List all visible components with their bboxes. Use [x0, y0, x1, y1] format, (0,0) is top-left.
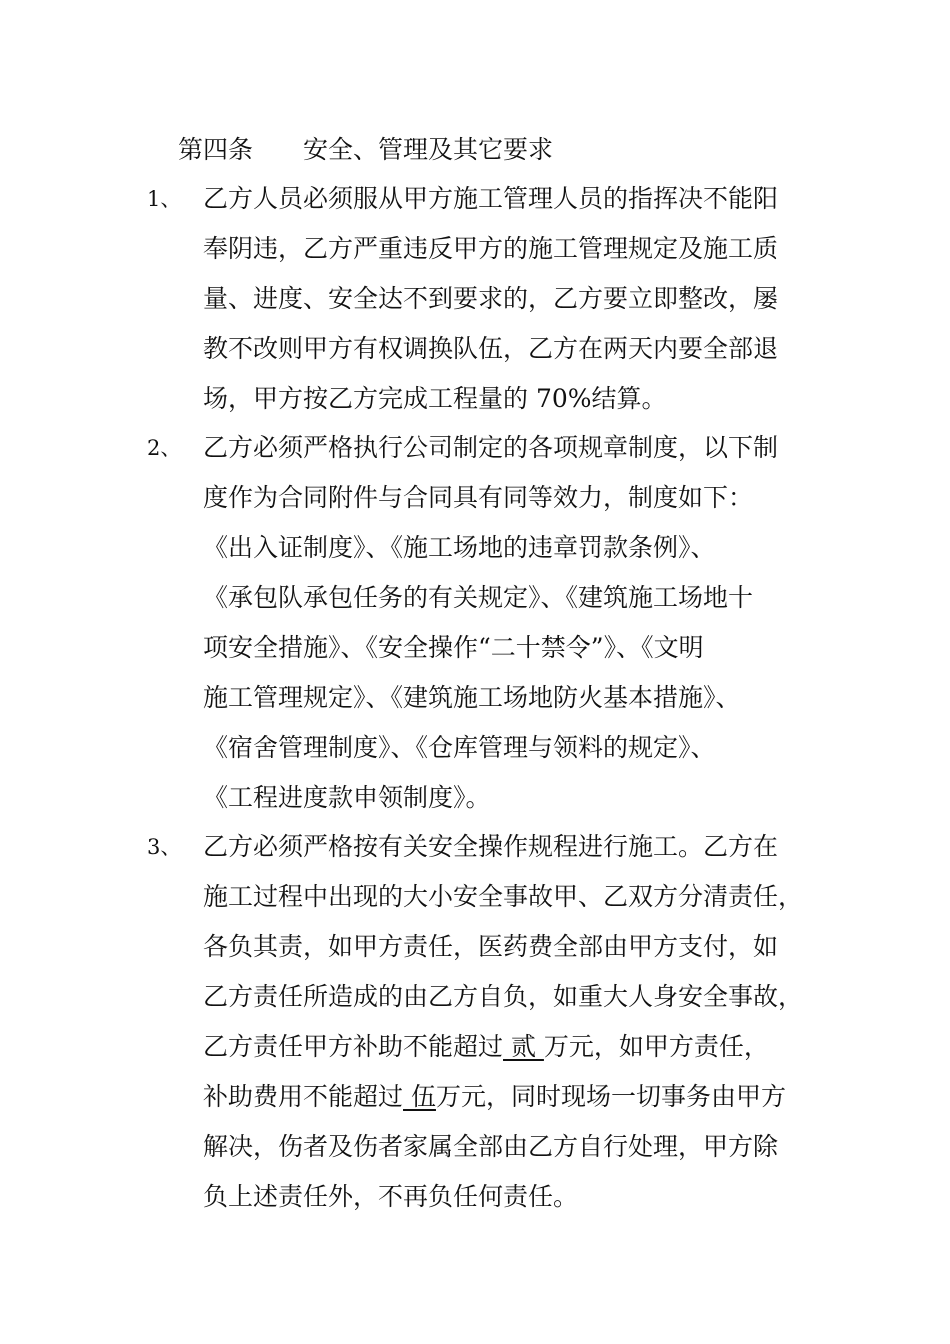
paragraph-line: 《出入证制度》、《施工场地的违章罚款条例》、: [203, 533, 716, 562]
text-run: 补助费用不能超过: [203, 1082, 404, 1111]
article-heading: [178, 130, 553, 170]
paragraph-line: 施工过程中出现的大小安全事故甲、乙双方分清责任，: [203, 882, 804, 911]
paragraph-line: 乙方人员必须服从甲方施工管理人员的指挥决不能阳: [203, 184, 779, 213]
text-run: 万元，同时现场一切事务由甲方: [435, 1082, 786, 1111]
filled-amount-underlined: 伍: [403, 1082, 436, 1111]
filled-amount-underlined: 贰: [503, 1032, 544, 1061]
paragraph-line: 乙方必须严格执行公司制定的各项规章制度，以下制: [203, 433, 779, 462]
paragraph-line: 量、进度、安全达不到要求的，乙方要立即整改，屡: [203, 284, 779, 313]
article-number: 第四条: [178, 135, 254, 164]
paragraph-line: 《工程进度款申领制度》。: [203, 783, 491, 812]
article-title: 安全、管理及其它要求: [303, 135, 554, 164]
paragraph-line: [203, 1072, 786, 1122]
paragraph-line: 项安全措施》、《安全操作“二十禁令”》、《文明: [203, 633, 704, 662]
paragraph-line: [203, 1022, 769, 1072]
paragraph-line: 《承包队承包任务的有关规定》、《建筑施工场地十: [203, 583, 754, 612]
list-item-number: 2、: [147, 436, 182, 460]
paragraph-line: 《宿舍管理制度》、《仓库管理与领料的规定》、: [203, 733, 716, 762]
paragraph-line: 乙方必须严格按有关安全操作规程进行施工。乙方在: [203, 832, 779, 861]
paragraph-line: 场，甲方按乙方完成工程量的 70%结算。: [203, 384, 667, 413]
paragraph-line: 奉阴违，乙方严重违反甲方的施工管理规定及施工质: [203, 234, 779, 263]
paragraph-line: 教不改则甲方有权调换队伍，乙方在两天内要全部退: [203, 334, 779, 363]
list-item-number: 1、: [147, 187, 182, 211]
text-run: 万元，如甲方责任，: [543, 1032, 769, 1061]
paragraph-line: 度作为合同附件与合同具有同等效力，制度如下：: [203, 483, 754, 512]
paragraph-line: 解决，伤者及伤者家属全部由乙方自行处理，甲方除: [203, 1132, 779, 1161]
paragraph-line: 乙方责任所造成的由乙方自负，如重大人身安全事故，: [203, 982, 804, 1011]
list-item-number: 3、: [147, 835, 182, 859]
paragraph-line: 各负其责，如甲方责任，医药费全部由甲方支付，如: [203, 932, 779, 961]
paragraph-line: 负上述责任外，不再负任何责任。: [203, 1182, 579, 1211]
text-run: 乙方责任甲方补助不能超过: [203, 1032, 504, 1061]
paragraph-line: 施工管理规定》、《建筑施工场地防火基本措施》、: [203, 683, 741, 712]
